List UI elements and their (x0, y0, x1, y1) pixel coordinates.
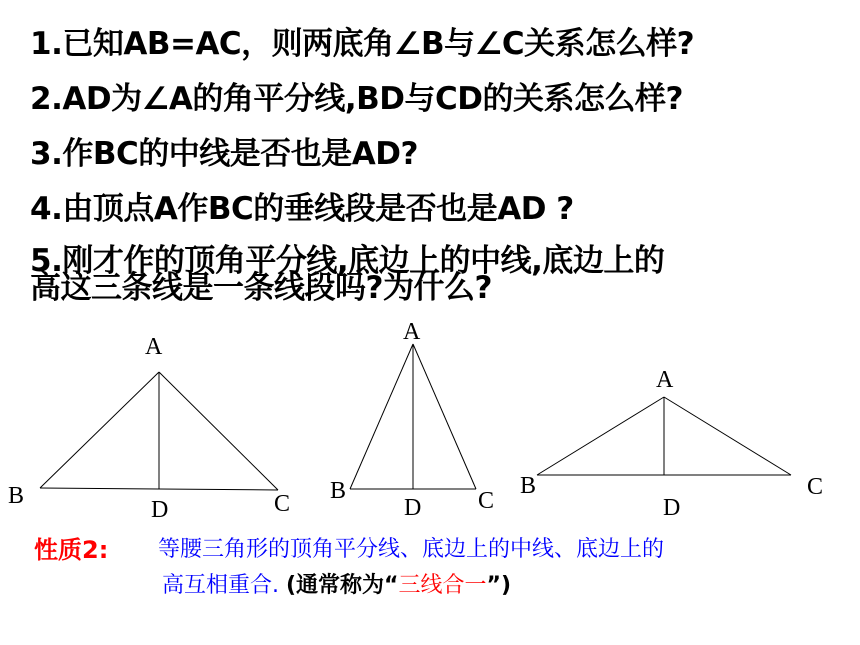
triangle-2 (350, 344, 476, 489)
question-4: 4.由顶点A作BC的垂线段是否也是AD ? (30, 191, 574, 227)
triangle-1-label-a: A (145, 334, 163, 360)
question-2: 2.AD为∠A的角平分线,BD与CD的关系怎么样? (30, 81, 683, 117)
triangle-3 (537, 397, 791, 475)
triangle-2-label-b: B (330, 478, 347, 504)
triangle-2-label-c: C (478, 488, 495, 514)
triangle-3-side-ab (537, 397, 664, 475)
triangle-3-label-d: D (663, 495, 681, 521)
question-5-line-1: 5.刚才作的顶角平分线,底边上的中线,底边上的 (30, 243, 665, 279)
triangle-2-side-ab (350, 344, 413, 489)
triangle-2-label-a: A (403, 319, 421, 345)
property-line-2-prefix: 高互相重合. (162, 573, 279, 598)
triangle-3-label-a: A (656, 367, 674, 393)
triangle-1 (40, 372, 278, 490)
question-5-line-2: 高这三条线是一条线段吗?为什么? (30, 270, 492, 306)
triangle-3-label-c: C (807, 474, 824, 500)
property-text-line-2 (162, 568, 511, 599)
triangle-3-label-b: B (520, 473, 537, 499)
property-paren-close: ”) (486, 573, 512, 598)
property-text-line-1: 等腰三角形的顶角平分线、底边上的中线、底边上的 (158, 537, 665, 562)
triangle-3-side-ac (664, 397, 791, 475)
triangle-1-side-ac (159, 372, 278, 490)
triangle-1-label-b: B (8, 483, 25, 509)
question-1: 1.已知AB=AC，则两底角∠B与∠C关系怎么样? (30, 26, 695, 62)
triangle-1-side-ab (40, 372, 159, 488)
property-title: 性质2: (34, 536, 109, 564)
triangle-1-label-d: D (151, 497, 169, 523)
triangle-1-label-c: C (274, 491, 291, 517)
triangle-2-side-ac (413, 344, 476, 489)
triangle-2-label-d: D (404, 495, 422, 521)
question-3: 3.作BC的中线是否也是AD? (30, 136, 418, 172)
property-highlight-three-lines: 三线合一 (398, 573, 487, 598)
property-paren-open: (通常称为“ (286, 573, 399, 598)
